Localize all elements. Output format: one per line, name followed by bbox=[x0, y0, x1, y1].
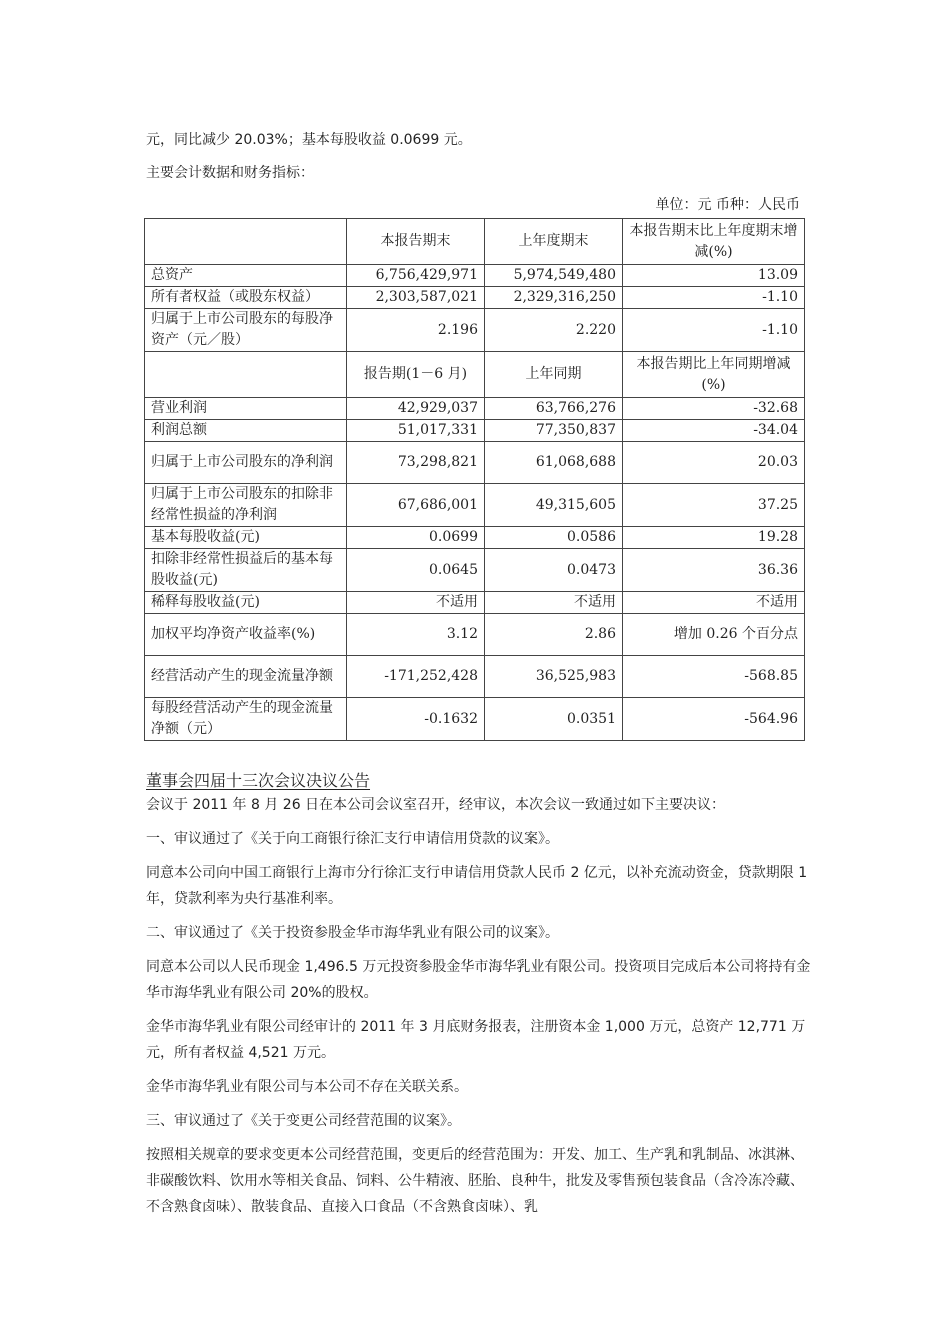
table-row bbox=[145, 656, 805, 698]
row-label-cell: 营业利润 bbox=[145, 398, 347, 420]
table-row bbox=[145, 698, 805, 741]
table-unit-note: 单位：元 币种：人民币 bbox=[655, 197, 800, 213]
resolution-2-title: 二、审议通过了《关于投资参股金华市海华乳业有限公司的议案》。 bbox=[146, 925, 559, 941]
table-row bbox=[145, 398, 805, 420]
resolution-3-title: 三、审议通过了《关于变更公司经营范围的议案》。 bbox=[146, 1113, 461, 1129]
table-header-cell bbox=[145, 352, 347, 398]
value-cell: 36,525,983 bbox=[485, 656, 623, 698]
value-cell: -1.10 bbox=[623, 309, 805, 352]
value-cell: 不适用 bbox=[623, 592, 805, 614]
value-cell: -568.85 bbox=[623, 656, 805, 698]
resolution-2-relation: 金华市海华乳业有限公司与本公司不存在关联关系。 bbox=[146, 1079, 468, 1095]
row-label-cell: 所有者权益（或股东权益） bbox=[145, 287, 347, 309]
value-cell: -171,252,428 bbox=[347, 656, 485, 698]
row-label-cell: 总资产 bbox=[145, 265, 347, 287]
financial-table-body bbox=[145, 219, 805, 741]
table-header-row bbox=[145, 352, 805, 398]
row-label-cell: 基本每股收益(元) bbox=[145, 527, 347, 549]
value-cell: 0.0699 bbox=[347, 527, 485, 549]
table-header-cell: 上年同期 bbox=[485, 352, 623, 398]
value-cell: 67,686,001 bbox=[347, 484, 485, 527]
value-cell: 0.0473 bbox=[485, 549, 623, 592]
value-cell: 2.220 bbox=[485, 309, 623, 352]
resolution-1-title: 一、审议通过了《关于向工商银行徐汇支行申请信用贷款的议案》。 bbox=[146, 831, 559, 847]
value-cell: 36.36 bbox=[623, 549, 805, 592]
value-cell: 不适用 bbox=[485, 592, 623, 614]
value-cell: 2,329,316,250 bbox=[485, 287, 623, 309]
value-cell: 3.12 bbox=[347, 614, 485, 656]
table-header-cell: 本报告期末比上年度期末增减(%) bbox=[623, 219, 805, 265]
value-cell: 42,929,037 bbox=[347, 398, 485, 420]
value-cell: 37.25 bbox=[623, 484, 805, 527]
value-cell: 2,303,587,021 bbox=[347, 287, 485, 309]
table-row bbox=[145, 549, 805, 592]
table-row bbox=[145, 442, 805, 484]
value-cell: 61,068,688 bbox=[485, 442, 623, 484]
financial-data-table bbox=[144, 218, 805, 741]
value-cell: 2.196 bbox=[347, 309, 485, 352]
table-header-cell: 上年度期末 bbox=[485, 219, 623, 265]
row-label-cell: 加权平均净资产收益率(%) bbox=[145, 614, 347, 656]
value-cell: 0.0645 bbox=[347, 549, 485, 592]
value-cell: 73,298,821 bbox=[347, 442, 485, 484]
table-header-cell: 本报告期比上年同期增减(%) bbox=[623, 352, 805, 398]
row-label-cell: 归属于上市公司股东的扣除非经常性损益的净利润 bbox=[145, 484, 347, 527]
announcement-title: 董事会四届十三次会议决议公告 bbox=[146, 771, 371, 790]
table-header-cell: 报告期(1－6 月) bbox=[347, 352, 485, 398]
intro-line-1: 元，同比减少 20.03%；基本每股收益 0.0699 元。 bbox=[146, 132, 472, 148]
value-cell: -1.10 bbox=[623, 287, 805, 309]
value-cell: -34.04 bbox=[623, 420, 805, 442]
table-row bbox=[145, 287, 805, 309]
value-cell: 63,766,276 bbox=[485, 398, 623, 420]
table-header-cell bbox=[145, 219, 347, 265]
row-label-cell: 稀释每股收益(元) bbox=[145, 592, 347, 614]
row-label-cell: 利润总额 bbox=[145, 420, 347, 442]
value-cell: -564.96 bbox=[623, 698, 805, 741]
table-row bbox=[145, 527, 805, 549]
row-label-cell: 归属于上市公司股东的每股净资产（元／股） bbox=[145, 309, 347, 352]
value-cell: 13.09 bbox=[623, 265, 805, 287]
value-cell: 0.0586 bbox=[485, 527, 623, 549]
value-cell: 20.03 bbox=[623, 442, 805, 484]
resolution-1-detail: 同意本公司向中国工商银行上海市分行徐汇支行申请信用贷款人民币 2 亿元，以补充流动资金，贷款期限 1 年，贷款利率为央行基准利率。 bbox=[146, 865, 808, 907]
value-cell: 0.0351 bbox=[485, 698, 623, 741]
table-row bbox=[145, 309, 805, 352]
value-cell: 6,756,429,971 bbox=[347, 265, 485, 287]
value-cell: 增加 0.26 个百分点 bbox=[623, 614, 805, 656]
table-row bbox=[145, 592, 805, 614]
value-cell: 19.28 bbox=[623, 527, 805, 549]
table-row bbox=[145, 614, 805, 656]
value-cell: 不适用 bbox=[347, 592, 485, 614]
value-cell: 5,974,549,480 bbox=[485, 265, 623, 287]
table-header-cell: 本报告期末 bbox=[347, 219, 485, 265]
row-label-cell: 经营活动产生的现金流量净额 bbox=[145, 656, 347, 698]
resolution-2-detail: 同意本公司以人民币现金 1,496.5 万元投资参股金华市海华乳业有限公司。投资项目完成后本公司将持有金华市海华乳业有限公司 20%的股权。 bbox=[146, 959, 811, 1001]
value-cell: 2.86 bbox=[485, 614, 623, 656]
row-label-cell: 每股经营活动产生的现金流量净额（元） bbox=[145, 698, 347, 741]
value-cell: -32.68 bbox=[623, 398, 805, 420]
table-row bbox=[145, 420, 805, 442]
value-cell: 51,017,331 bbox=[347, 420, 485, 442]
announcement-paragraph: 会议于 2011 年 8 月 26 日在本公司会议室召开，经审议，本次会议一致通过如下主要决议： bbox=[146, 797, 726, 813]
intro-line-2: 主要会计数据和财务指标： bbox=[146, 165, 314, 181]
resolution-2-financials: 金华市海华乳业有限公司经审计的 2011 年 3 月底财务报表，注册资本金 1,000 万元，总资产 12,771 万元，所有者权益 4,521 万元。 bbox=[146, 1019, 806, 1061]
value-cell: 77,350,837 bbox=[485, 420, 623, 442]
row-label-cell: 归属于上市公司股东的净利润 bbox=[145, 442, 347, 484]
table-row bbox=[145, 484, 805, 527]
row-label-cell: 扣除非经常性损益后的基本每股收益(元) bbox=[145, 549, 347, 592]
table-header-row bbox=[145, 219, 805, 265]
table-row bbox=[145, 265, 805, 287]
value-cell: -0.1632 bbox=[347, 698, 485, 741]
value-cell: 49,315,605 bbox=[485, 484, 623, 527]
resolution-3-detail: 按照相关规章的要求变更本公司经营范围，变更后的经营范围为：开发、加工、生产乳和乳制品、冰淇淋、非碳酸饮料、饮用水等相关食品、饲料、公牛精液、胚胎、良种牛，批发及零售预包装食品（含冷冻冷藏、不含熟食卤味）、散装食品、直接入口食品（不含熟食卤味）、乳 bbox=[146, 1147, 804, 1215]
